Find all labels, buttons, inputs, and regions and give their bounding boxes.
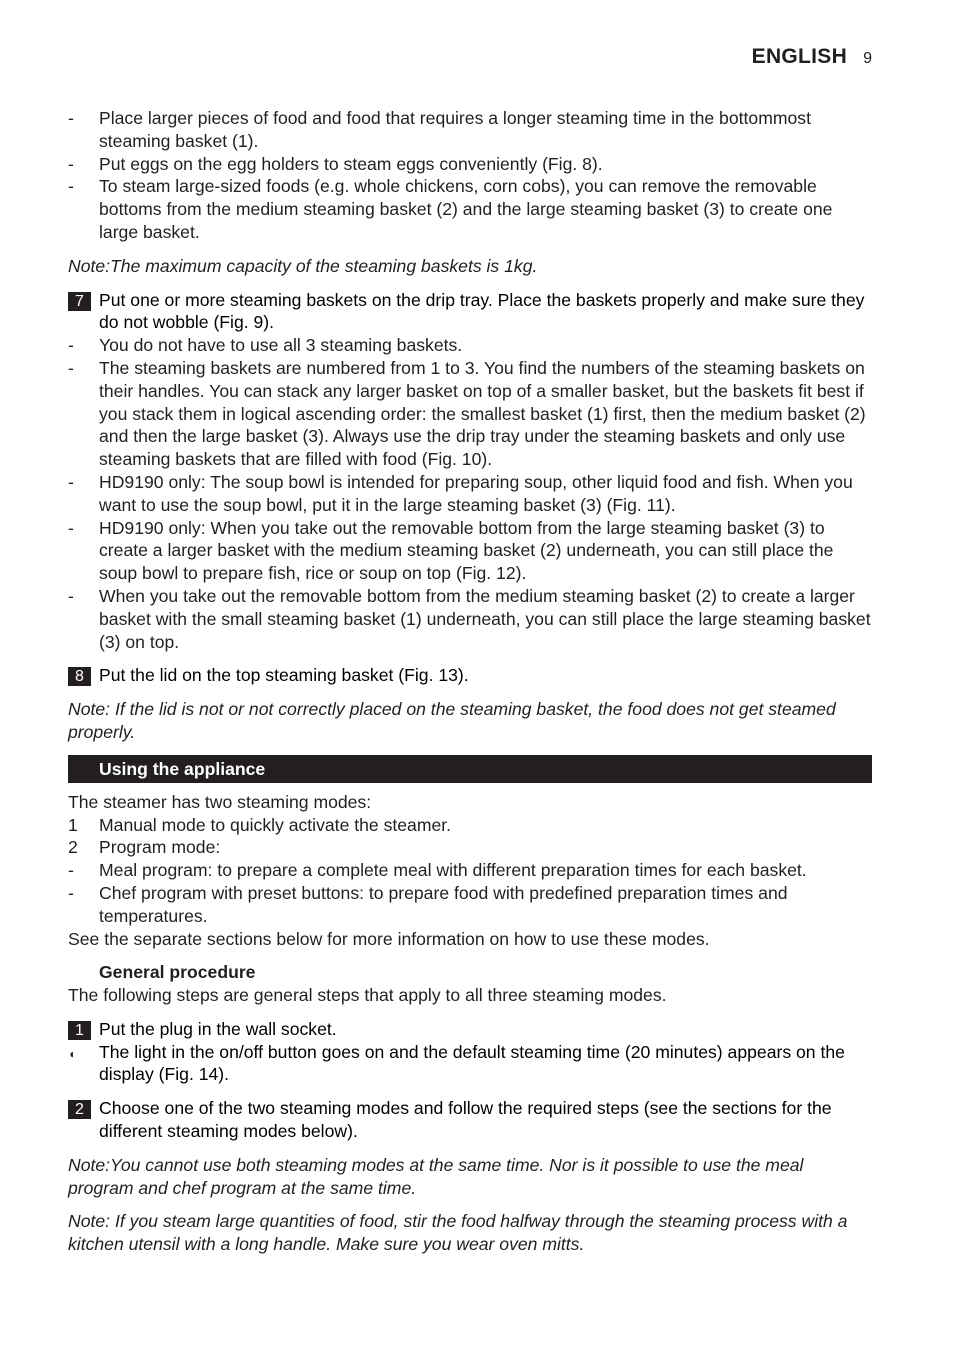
step-number: 7 xyxy=(68,292,91,311)
paragraph: The following steps are general steps that apply to all three steaming modes. xyxy=(68,985,667,1006)
step-text: Put one or more steaming baskets on the drip tray. Place the baskets properly and make sure they do not wobble (Fig. 9). xyxy=(99,289,865,333)
dash-marker: - xyxy=(68,108,74,128)
list-item: - Place larger pieces of food and food that requires a longer steaming time in the bottommost steaming basket (1). xyxy=(68,108,811,151)
note-lid: Note: If the lid is not or not correctly placed on the steaming basket, the food does not get steamed properly. xyxy=(68,699,836,742)
subsection-heading: General procedure xyxy=(99,962,256,983)
note-modes: Note:You cannot use both steaming modes at the same time. Nor is it possible to use the meal program and chef program at the same time. xyxy=(68,1154,804,1198)
step-8 xyxy=(68,664,872,687)
list-item: - HD9190 only: The soup bowl is intended for preparing soup, other liquid food and fish. When you want to use the soup bowl, put it in the large steaming basket (3) (Fig. 11). xyxy=(68,471,853,515)
language-label: ENGLISH xyxy=(751,45,848,68)
step-number: 1 xyxy=(68,1021,91,1040)
dash-marker: - xyxy=(68,357,74,378)
list-item: - To steam large-sized foods (e.g. whole chickens, corn cobs), you can remove the removable bottoms from the medium steaming basket (2) and the large steaming basket (3) to create one large basket. xyxy=(68,176,833,242)
step-text: Put the plug in the wall socket. xyxy=(99,1018,337,1039)
dash-marker: - xyxy=(68,153,74,174)
page-header xyxy=(752,46,872,71)
list-item: - The steaming baskets are numbered from 1 to 3. You find the numbers of the steaming baskets on their handles. You can stack any larger basket on top of a smaller basket, but the baskets fit best if you stack them in logical ascending order: the smallest basket (1) first, then the medium basket (2) and then the large basket (3). Always use the drip tray under the steaming baskets and only use steaming baskets that are filled with food (Fig. 10). xyxy=(68,357,866,470)
step-number: 8 xyxy=(68,667,91,686)
dash-marker: - xyxy=(68,585,74,606)
step-2 xyxy=(68,1097,872,1143)
paragraph: The steamer has two steaming modes: xyxy=(68,791,372,812)
list-item: - HD9190 only: When you take out the removable bottom from the large steaming basket (3) to create a larger basket with the medium steaming basket (2) underneath, you can still place the soup bowl to prepare fish, rice or soup on top (Fig. 12). xyxy=(68,517,834,584)
section-heading: Using the appliance xyxy=(68,755,872,783)
note-stir: Note: If you steam large quantities of food, stir the food halfway through the steaming process with a kitchen utensil with a long handle. Make sure you wear oven mitts. xyxy=(68,1211,848,1255)
list-item: - You do not have to use all 3 steaming baskets. xyxy=(68,335,463,356)
numbered-item: 1 Manual mode to quickly activate the steamer. xyxy=(68,814,452,835)
numbered-item: 2 Program mode: xyxy=(68,837,221,858)
step-7 xyxy=(68,289,872,335)
paragraph: See the separate sections below for more information on how to use these modes. xyxy=(68,928,710,949)
list-item: - Meal program: to prepare a complete meal with different preparation times for each basket. xyxy=(68,860,807,881)
list-item: - When you take out the removable bottom from the medium steaming basket (2) to create a larger basket with the small steaming basket (1) underneath, you can still place the large steaming basket (3) on top. xyxy=(68,585,871,652)
list-item: - Chef program with preset buttons: to prepare food with predefined preparation times and temperatures. xyxy=(68,882,788,926)
step-text: Choose one of the two steaming modes and follow the required steps (see the sections for the different steaming modes below). xyxy=(99,1098,832,1142)
dash-marker: - xyxy=(68,335,74,356)
dash-marker: - xyxy=(68,176,74,197)
page-number: 9 xyxy=(863,50,872,67)
page-content xyxy=(68,107,872,1256)
step-number: 2 xyxy=(68,1100,91,1119)
dash-marker: - xyxy=(68,882,74,903)
dash-marker: - xyxy=(68,471,74,492)
result-item: ◖ The light in the on/off button goes on and the default steaming time (20 minutes) appears on the display (Fig. 14). xyxy=(68,1041,845,1085)
note-capacity: Note:The maximum capacity of the steaming baskets is 1kg. xyxy=(68,255,538,276)
step-1 xyxy=(68,1018,872,1041)
list-item: - Put eggs on the egg holders to steam eggs conveniently (Fig. 8). xyxy=(68,153,603,174)
dash-marker: - xyxy=(68,860,74,881)
step-text: Put the lid on the top steaming basket (Fig. 13). xyxy=(99,665,469,686)
result-arrow-icon: ◖ xyxy=(68,1046,76,1061)
dash-marker: - xyxy=(68,517,74,538)
